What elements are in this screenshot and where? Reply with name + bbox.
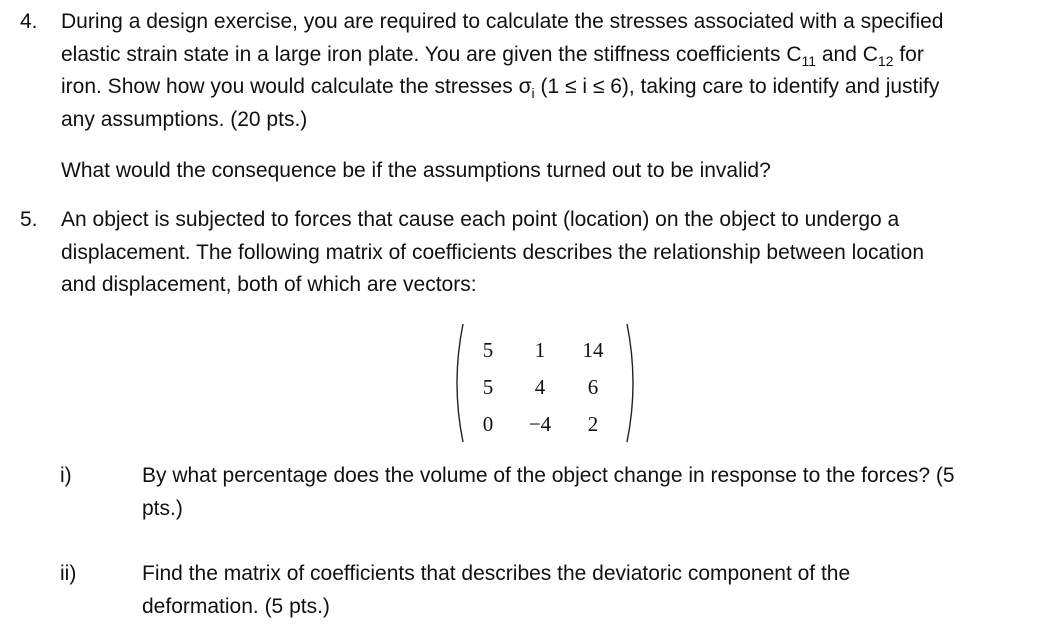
sub-question-text <box>142 558 1022 623</box>
text-line <box>61 71 1030 104</box>
subscript: i <box>531 85 535 102</box>
question-text <box>61 6 1030 136</box>
text-segment: (1 ≤ i ≤ 6), taking care to identify and justify <box>534 75 940 98</box>
question-text <box>61 204 1030 302</box>
text-line: During a design exercise, you are required to calculate the stresses associated with a specified <box>61 10 944 33</box>
text-line: pts.) <box>142 496 183 520</box>
text-segment: and C <box>816 42 878 66</box>
text-segment: iron. Show how you would calculate the stresses σ <box>61 75 532 98</box>
text-line: any assumptions. (20 pts.) <box>61 107 308 131</box>
followup-question: What would the consequence be if the assumptions turned out to be invalid? <box>61 159 771 182</box>
question-number: 5. <box>20 208 38 231</box>
text-line: Find the matrix of coefficients that describes the deviatoric component of the <box>142 562 851 585</box>
text-line <box>61 39 1030 72</box>
question-number: 4. <box>20 10 38 33</box>
right-parenthesis <box>625 322 641 444</box>
text-line: and displacement, both of which are vectors: <box>61 273 477 296</box>
matrix-cell: 1 <box>534 338 546 362</box>
matrix-cell: 14 <box>582 338 604 362</box>
matrix-cell: 2 <box>587 412 599 436</box>
coefficient-matrix <box>449 322 649 444</box>
text-line: deformation. (5 pts.) <box>142 594 330 618</box>
text-segment: for <box>893 42 924 66</box>
sub-question-text <box>142 460 1022 525</box>
matrix-cell: 4 <box>534 375 546 399</box>
sub-question-label: i) <box>60 464 72 487</box>
matrix-cell: 5 <box>482 338 494 362</box>
matrix-cell: −4 <box>528 412 552 436</box>
matrix-cell: 0 <box>482 412 494 436</box>
text-line: By what percentage does the volume of the object change in response to the forces? (5 <box>142 464 955 487</box>
left-parenthesis <box>449 322 465 444</box>
matrix-cell: 6 <box>587 375 599 399</box>
sub-question-label: ii) <box>60 562 77 585</box>
text-line: displacement. The following matrix of coefficients describes the relationship between location <box>61 240 925 264</box>
text-line: An object is subjected to forces that cause each point (location) on the object to undergo a <box>61 208 900 231</box>
subscript: 11 <box>801 52 817 69</box>
matrix-cell: 5 <box>482 375 494 399</box>
text-segment: elastic strain state in a large iron plate. You are given the stiffness coefficients C <box>61 42 802 66</box>
subscript: 12 <box>877 52 894 69</box>
